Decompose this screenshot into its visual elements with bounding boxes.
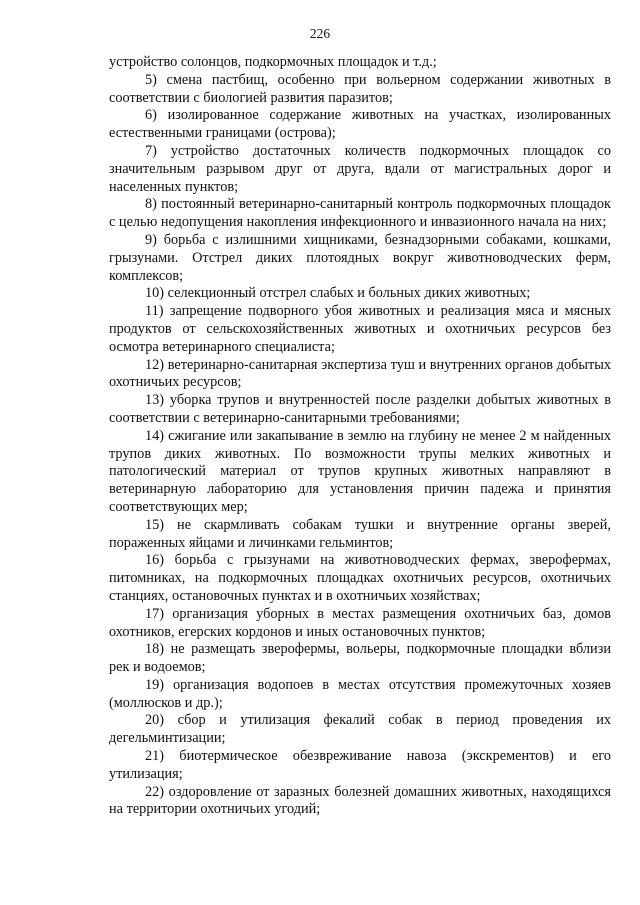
paragraph-item-22: 22) оздоровление от заразных болезней домашних животных, находящихся на территории охотничьих угодий; bbox=[109, 783, 611, 818]
paragraph-item-15: 15) не скармливать собакам тушки и внутренние органы зверей, пораженных яйцами и личинками гельминтов; bbox=[109, 516, 611, 551]
paragraph-item-12: 12) ветеринарно-санитарная экспертиза туш и внутренних органов добытых охотничьих ресурсов; bbox=[109, 356, 611, 391]
document-body bbox=[109, 54, 611, 819]
paragraph-item-16: 16) борьба с грызунами на животноводческих фермах, зверофермах, питомниках, на подкормочных площадках охотничьих ресурсов, охотничьих станциях, остановочных пунктах и в охотничьих хозяйствах; bbox=[109, 552, 611, 604]
paragraph-item-7: 7) устройство достаточных количеств подкормочных площадок со значительным разрывом друг от друга, вдали от магистральных дорог и населенных пунктов; bbox=[109, 142, 611, 195]
paragraph-item-8: 8) постоянный ветеринарно-санитарный контроль подкормочных площадок с целью недопущения накопления инфекционного и инвазионного начала на них; bbox=[109, 196, 611, 231]
paragraph-continuation: устройство солонцов, подкормочных площадок и т.д.; bbox=[109, 54, 437, 70]
paragraph-item-19: 19) организация водопоев в местах отсутствия промежуточных хозяев (моллюсков и др.); bbox=[109, 676, 611, 711]
paragraph-item-6: 6) изолированное содержание животных на участках, изолированных естественными границами (острова); bbox=[109, 107, 611, 142]
paragraph-item-17: 17) организация уборных в местах размещения охотничьих баз, домов охотников, егерских кордонов и иных остановочных пунктов; bbox=[109, 605, 611, 640]
paragraph-item-10: 10) селекционный отстрел слабых и больных диких животных; bbox=[145, 285, 531, 302]
page-number: 226 bbox=[309, 26, 331, 41]
paragraph-item-21: 21) биотермическое обезвреживание навоза (экскрементов) и его утилизация; bbox=[109, 748, 611, 782]
paragraph-item-13: 13) уборка трупов и внутренностей после разделки добытых животных в соответствии с ветеринарно-санитарными требованиями; bbox=[109, 392, 611, 426]
paragraph-item-11: 11) запрещение подворного убоя животных и реализация мяса и мясных продуктов от сельскохозяйственных животных и охотничьих ресурсов без осмотра ветеринарного специалиста; bbox=[109, 303, 611, 355]
paragraph-item-5: 5) смена пастбищ, особенно при вольерном содержании животных в соответствии с биологией развития паразитов; bbox=[109, 71, 611, 106]
paragraph-item-18: 18) не размещать зверофермы, вольеры, подкормочные площадки вблизи рек и водоемов; bbox=[109, 641, 611, 676]
paragraph-item-14: 14) сжигание или закапывание в землю на глубину не менее 2 м найденных трупов диких животных. По возможности трупы мелких животных и патологический материал от трупов крупных животных направляют в ветеринарную лабораторию для установления причин падежа и принятия соответствующих мер; bbox=[109, 427, 611, 515]
paragraph-item-9: 9) борьба с излишними хищниками, безнадзорными собаками, кошками, грызунами. Отстрел диких плотоядных вокруг животноводческих ферм, комплексов; bbox=[109, 231, 611, 284]
paragraph-item-20: 20) сбор и утилизация фекалий собак в период проведения их дегельминтизации; bbox=[109, 712, 611, 747]
